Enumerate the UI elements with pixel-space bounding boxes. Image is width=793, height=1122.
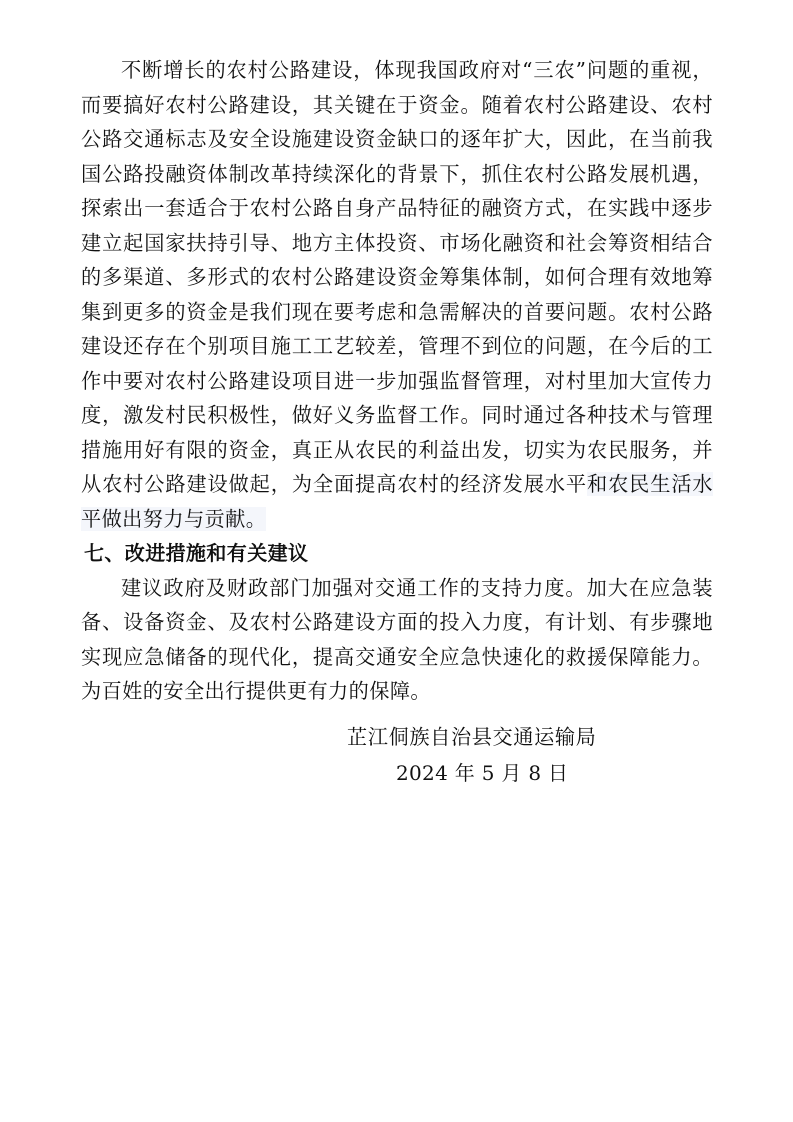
- paragraph-1-highlighted-tail: 和农民生活水平做出努力与贡献。: [81, 472, 714, 531]
- paragraph-recommendations: 建议政府及财政部门加强对交通工作的支持力度。加大在应急装备、设备资金、及农村公路建设方面的投入力度，有计划、有步骤地实现应急储备的现代化，提高交通安全应急快速化的救援保障能力。为百姓的安全出行提供更有力的保障。: [81, 575, 713, 703]
- signature-organization: 芷江侗族自治县交通运输局: [347, 725, 597, 749]
- paragraph-1-text: 不断增长的农村公路建设，体现我国政府对“三农”问题的重视，而要搞好农村公路建设，其关键在于资金。随着农村公路建设、农村公路交通标志及安全设施建设资金缺口的逐年扩大，因此，在当前我国公路投融资体制改革持续深化的背景下，抓住农村公路发展机遇，探索出一套适合于农村公路自身产品特征的融资方式，在实践中逐步建立起国家扶持引导、地方主体投资、市场化融资和社会筹资相结合的多渠道、多形式的农村公路建设资金筹集体制，如何合理有效地筹集到更多的资金是我们现在要考虑和急需解决的首要问题。农村公路建设还存在个别项目施工工艺较差，管理不到位的问题，在今后的工作中要对农村公路建设项目进一步加强监督管理，对村里加大宣传力度，激发村民积极性，做好义务监督工作。同时通过各种技术与管理措施用好有限的资金，真正从农民的利益出发，切实为农民服务，并从农村公路建设做起，为全面提高农村的经济发展水平: [81, 58, 713, 496]
- paragraph-rural-road-funding: [81, 53, 713, 536]
- document-body: [81, 53, 713, 709]
- section-heading-improvement-measures: 七、改进措施和有关建议: [84, 541, 309, 565]
- signature-date: 2024 年 5 月 8 日: [396, 761, 569, 785]
